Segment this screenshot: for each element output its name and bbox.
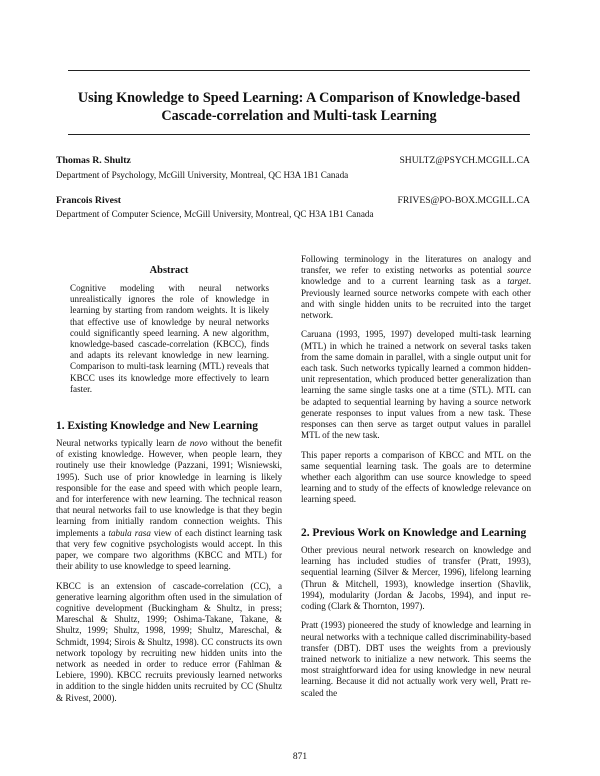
section-2-paragraph-1: Other previous neural network research on knowledge and learning has included studies of transfer (Pratt, 1993), sequential learning (Silver & Mercer, 1996), lifelong learning (Thrun & Mitchell, 1993), knowledge insertion (Shavlik, 1994), modularity (Jordan & Jacobs, 1994), and input re-coding (Clark & Thornton, 1997). [301, 545, 531, 612]
right-paragraph-3: This paper reports a comparison of KBCC and MTL on the same sequential learning task. The goals are to determine whether each algorithm can use source knowledge to speed learning and to study of the effects of knowledge relevance on learning speed. [301, 449, 531, 505]
right-column-intro [301, 254, 531, 514]
right-paragraph-2: Caruana (1993, 1995, 1997) developed multi-task learning (MTL) in which he trained a network on several tasks taken from the same domain in parallel, with a single output unit for each task. Such networks typically learned a common hidden-unit representation, which produced better generalization than learning the same single tasks one at a time (STL). MTL can be adapted to sequential learning by having a source network generate responses to input values from a new task. These responses can then serve as target output values in parallel MTL of the new task. [301, 329, 531, 441]
author-email-2: FRIVES@PO-BOX.MCGILL.CA [397, 195, 530, 206]
section-1-body [56, 438, 282, 712]
section-1-paragraph-2: KBCC is an extension of cascade-correlation (CC), a generative learning algorithm often used in the simulation of cognitive development (Buckingham & Shultz, in press; Mareschal & Shultz, 1999; Oshima-Takane, Takane, & Shultz, 1999; Shultz, 1998, 1999; Shultz, Mareschal, & Schmidt, 1994; Sirois & Shultz, 1998). CC constructs its own network topology by recruiting new hidden units into the network as needed in order to reduce error (Fahlman & Lebiere, 1990). KBCC recruits previously learned networks in addition to the single hidden units recruited by CC (Shultz & Rivest, 2000). [56, 580, 282, 703]
author-affiliation-2: Department of Computer Science, McGill University, Montreal, QC H3A 1B1 Canada [56, 209, 374, 219]
section-1-heading: 1. Existing Knowledge and New Learning [56, 420, 258, 432]
section-2-heading: 2. Previous Work on Knowledge and Learning [301, 527, 527, 539]
author-name-2: Francois Rivest [56, 195, 122, 206]
page-number: 871 [292, 752, 308, 762]
author-email-1: SHULTZ@PSYCH.MCGILL.CA [399, 155, 530, 166]
author-affiliation-1: Department of Psychology, McGill University, Montreal, QC H3A 1B1 Canada [56, 170, 349, 180]
title-line-1: Using Knowledge to Speed Learning: A Comparison of Knowledge-based [77, 90, 521, 106]
title-line-2: Cascade-correlation and Multi-task Learning [161, 108, 437, 124]
abstract-text: Cognitive modeling with neural networks unrealistically ignores the role of knowledge in learning by starting from random weights. It is likely that effective use of knowledge by neural networks could significantly speed learning. A new algorithm, knowledge-based cascade-correlation (KBCC), finds and adapts its relevant knowledge in new learning. Comparison to multi-task learning (MTL) reveals that KBCC uses its knowledge more effectively to learn faster. [70, 283, 269, 394]
paper-title [60, 89, 538, 125]
section-2-body [301, 545, 531, 707]
author-name-1: Thomas R. Shultz [56, 155, 131, 166]
abstract-heading: Abstract [149, 265, 189, 276]
title-bottom-rule [68, 134, 530, 135]
right-paragraph-1: Following terminology in the literatures on analogy and transfer, we refer to existing networks as potential source knowledge and to a current learning task as a target. Previously learned source networks compete with each other and with single hidden units to be recruited into the target network. [301, 254, 531, 321]
section-1-paragraph-1: Neural networks typically learn de novo without the benefit of existing knowledge. However, when people learn, they routinely use their knowledge (Pazzani, 1991; Wisniewski, 1995). Such use of prior knowledge in learning is likely responsible for the ease and speed with which people learn, and for interference with new learning. The technical reason that neural networks fail to use knowledge is that they begin learning from initially random connection weights. This implements a tabula rasa view of each distinct learning task that very few cognitive psychologists would accept. In this paper, we compare two algorithms (KBCC and MTL) for their ability to use knowledge to speed learning. [56, 438, 283, 572]
section-2-paragraph-2: Pratt (1993) pioneered the study of knowledge and learning in neural networks with a technique called discriminability-based transfer (DBT). DBT uses the weights from a previously trained network to initialize a new network. This seems the most straightforward idea for using knowledge in new neural learning. Because it did not actually work very well, Pratt re-scaled the [301, 620, 531, 698]
top-rule [68, 70, 530, 71]
